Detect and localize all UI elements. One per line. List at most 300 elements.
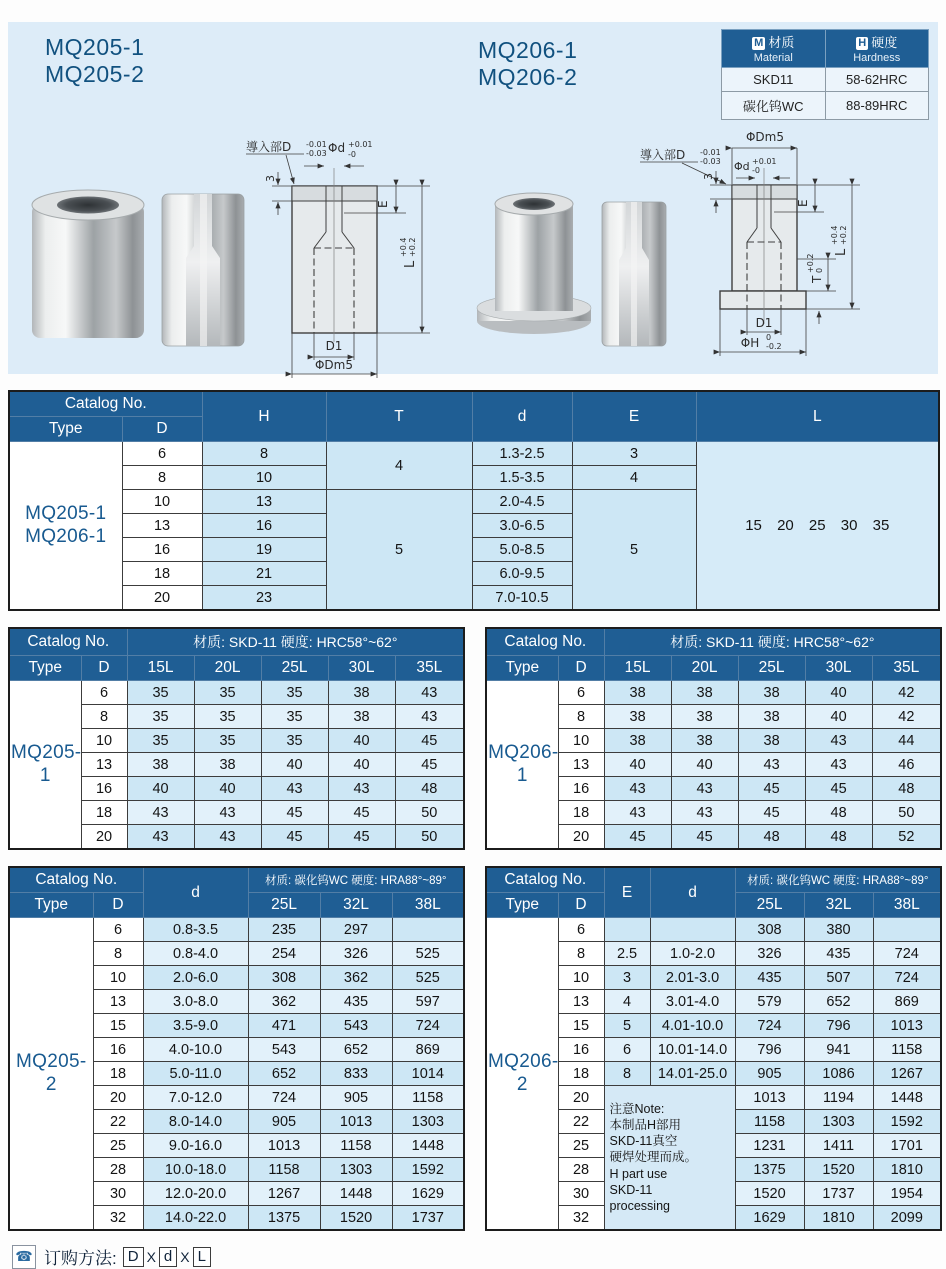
data-cell: 7.0-10.5 (472, 586, 572, 611)
data-cell: 0.8-4.0 (143, 942, 248, 966)
data-cell: 1267 (248, 1182, 320, 1206)
data-cell: 1701 (873, 1134, 941, 1158)
data-cell: 652 (320, 1038, 392, 1062)
data-cell: 14.01-25.0 (650, 1062, 735, 1086)
data-cell: 20 (558, 1086, 604, 1110)
data-cell: 1303 (804, 1110, 873, 1134)
data-cell: 3.5-9.0 (143, 1014, 248, 1038)
data-cell: 38 (671, 681, 738, 705)
data-cell: 13 (202, 490, 326, 514)
header-cell: D (122, 417, 202, 442)
data-cell: 380 (804, 918, 873, 942)
dim-l-label (830, 226, 849, 256)
data-cell: 597 (392, 990, 464, 1014)
svg-text:0: 0 (815, 267, 824, 273)
data-cell: 724 (735, 1014, 804, 1038)
header-cell: E (604, 867, 650, 918)
header-cell: 15L (604, 656, 671, 681)
data-cell: 38 (194, 753, 261, 777)
data-cell: 35 (194, 705, 261, 729)
data-cell: 48 (395, 777, 464, 801)
data-cell: 43 (805, 729, 872, 753)
data-cell: 1013 (873, 1014, 941, 1038)
data-cell: 2.0-4.5 (472, 490, 572, 514)
data-cell: 1014 (392, 1062, 464, 1086)
catalog-no-header: Catalog No. (9, 867, 143, 893)
lead-in-label: 導入部D (640, 148, 686, 162)
data-cell: 297 (320, 918, 392, 942)
data-cell: 869 (392, 1038, 464, 1062)
dim-d1-label: D1 (755, 316, 773, 330)
dia-d-label: Φd (734, 160, 750, 173)
material-spec-header: 材质: 碳化钨WC 硬度: HRA88°~89° (735, 867, 941, 893)
data-cell: 12.0-20.0 (143, 1182, 248, 1206)
data-cell: 3.0-6.5 (472, 514, 572, 538)
title-line: MQ205-2 (45, 61, 145, 88)
data-cell: 724 (873, 966, 941, 990)
data-cell: 4 (604, 990, 650, 1014)
bushing-body (32, 204, 144, 338)
data-cell: 10 (558, 729, 604, 753)
data-cell: 21 (202, 562, 326, 586)
svg-text:+0.4: +0.4 (399, 237, 408, 257)
svg-text:L: L (834, 248, 849, 256)
data-cell: 724 (392, 1014, 464, 1038)
mq205-technical-drawing (244, 138, 472, 388)
data-cell: 4.0-10.0 (143, 1038, 248, 1062)
data-cell: 35 (261, 729, 328, 753)
header-cell: Type (9, 656, 81, 681)
data-cell: 45 (328, 801, 395, 825)
data-cell: 1737 (804, 1182, 873, 1206)
data-cell: 3 (604, 966, 650, 990)
data-cell: 3 (572, 442, 696, 466)
header-cell: 38L (873, 893, 941, 918)
header-cell: 38L (392, 893, 464, 918)
data-cell: 1086 (804, 1062, 873, 1086)
header-cell: 25L (738, 656, 805, 681)
hardness-value: 88-89HRC (825, 92, 929, 120)
dim-e-label: E (376, 200, 390, 208)
material-spec-header: 材质: 碳化钨WC 硬度: HRA88°~89° (248, 867, 464, 893)
svg-text:-0.03: -0.03 (306, 149, 327, 158)
data-cell: 941 (804, 1038, 873, 1062)
header-cell: Type (486, 656, 558, 681)
data-cell: 796 (804, 1014, 873, 1038)
data-cell: 43 (127, 801, 194, 825)
data-cell: 326 (735, 942, 804, 966)
header-cell: 20L (194, 656, 261, 681)
svg-text:-0.2: -0.2 (766, 342, 782, 351)
data-cell: 1013 (735, 1086, 804, 1110)
data-cell: 43 (194, 801, 261, 825)
data-cell: 1448 (320, 1182, 392, 1206)
header-cell: 15L (127, 656, 194, 681)
data-cell: 8 (93, 942, 143, 966)
data-cell: 1592 (392, 1158, 464, 1182)
data-cell: 1448 (392, 1134, 464, 1158)
data-cell: 40 (805, 705, 872, 729)
header-cell: 32L (804, 893, 873, 918)
dim-dm5-label: ΦDm5 (745, 130, 785, 144)
material-hardness-table (721, 29, 929, 120)
data-cell: 254 (248, 942, 320, 966)
data-cell: 1158 (735, 1110, 804, 1134)
material-badge-icon: M (754, 37, 764, 49)
data-cell: 1158 (248, 1158, 320, 1182)
data-cell: 8 (604, 1062, 650, 1086)
data-cell: 652 (248, 1062, 320, 1086)
data-cell: 43 (671, 777, 738, 801)
data-cell: 579 (735, 990, 804, 1014)
material-value: SKD11 (722, 68, 826, 92)
data-cell: 35 (127, 729, 194, 753)
header-cell: 30L (328, 656, 395, 681)
order-separator: X (146, 1248, 156, 1265)
data-cell: 6.0-9.5 (472, 562, 572, 586)
data-cell: 46 (872, 753, 941, 777)
type-label-cell: MQ205-1 (9, 681, 81, 850)
data-cell: 4.01-10.0 (650, 1014, 735, 1038)
data-cell: 1375 (248, 1206, 320, 1231)
header-cell: E (572, 391, 696, 442)
data-cell: 1267 (873, 1062, 941, 1086)
data-cell: 308 (248, 966, 320, 990)
data-cell: 2.01-3.0 (650, 966, 735, 990)
data-cell: 32 (558, 1206, 604, 1231)
data-cell: 1520 (735, 1182, 804, 1206)
data-cell: 16 (93, 1038, 143, 1062)
data-cell: 43 (395, 705, 464, 729)
data-cell: 20 (93, 1086, 143, 1110)
data-cell: 1013 (248, 1134, 320, 1158)
hardness-header: H 硬度 Hardness (825, 30, 929, 68)
data-cell: 1629 (392, 1182, 464, 1206)
header-cell: d (143, 867, 248, 918)
data-cell: 1629 (735, 1206, 804, 1231)
data-cell: 16 (558, 1038, 604, 1062)
data-cell: 45 (328, 825, 395, 850)
flanged-bushing (477, 193, 591, 334)
svg-text:+0.4: +0.4 (830, 225, 839, 245)
main-dimensions-table (8, 390, 940, 611)
data-cell: 1592 (873, 1110, 941, 1134)
data-cell: 3.01-4.0 (650, 990, 735, 1014)
data-cell: 52 (872, 825, 941, 850)
data-cell: 43 (671, 801, 738, 825)
data-cell: 10 (93, 966, 143, 990)
data-cell: 38 (671, 729, 738, 753)
order-separator: X (180, 1248, 190, 1265)
data-cell: 28 (93, 1158, 143, 1182)
data-cell: 43 (127, 825, 194, 850)
data-cell: 45 (261, 825, 328, 850)
data-cell: 5 (604, 1014, 650, 1038)
data-cell: 16 (81, 777, 127, 801)
data-cell: 22 (558, 1110, 604, 1134)
data-cell: 28 (558, 1158, 604, 1182)
data-cell: 10 (558, 966, 604, 990)
data-cell: 38 (738, 729, 805, 753)
material-header: M 材质 Material (722, 30, 826, 68)
svg-text:-0.01: -0.01 (306, 140, 327, 149)
data-cell: 16 (202, 514, 326, 538)
svg-text:T: T (810, 275, 824, 283)
product-overview-panel (8, 22, 938, 374)
data-cell: 1194 (804, 1086, 873, 1110)
order-box-D: D (123, 1247, 144, 1267)
data-cell: 471 (248, 1014, 320, 1038)
data-cell: 6 (558, 918, 604, 942)
data-cell: 1303 (320, 1158, 392, 1182)
phone-icon: ☎ (12, 1245, 36, 1269)
svg-text:-0: -0 (752, 166, 760, 175)
lead-in-label: 導入部D (246, 140, 292, 154)
header-cell: L (696, 391, 939, 442)
data-cell: 18 (81, 801, 127, 825)
data-cell: 1810 (804, 1206, 873, 1231)
data-cell: 30 (93, 1182, 143, 1206)
data-cell: 16 (122, 538, 202, 562)
data-cell: 43 (328, 777, 395, 801)
data-cell: 8 (81, 705, 127, 729)
data-cell: 45 (604, 825, 671, 850)
data-cell: 0.8-3.5 (143, 918, 248, 942)
data-cell: 40 (328, 753, 395, 777)
data-cell: 362 (248, 990, 320, 1014)
data-cell: 2.5 (604, 942, 650, 966)
hardness-value: 58-62HRC (825, 68, 929, 92)
data-cell: 20 (81, 825, 127, 850)
data-cell: 35 (261, 681, 328, 705)
data-cell (650, 918, 735, 942)
data-cell: 362 (320, 966, 392, 990)
data-cell: 25 (93, 1134, 143, 1158)
data-cell: 40 (604, 753, 671, 777)
data-cell: 43 (604, 777, 671, 801)
data-cell: 525 (392, 942, 464, 966)
data-cell: 13 (122, 514, 202, 538)
data-cell: 19 (202, 538, 326, 562)
header-cell: H (202, 391, 326, 442)
dim-3-label: 3 (702, 173, 715, 180)
svg-text:-0.01: -0.01 (700, 148, 721, 157)
data-cell: 308 (735, 918, 804, 942)
data-cell: 235 (248, 918, 320, 942)
page-title-mq205 (45, 34, 144, 88)
data-cell: 45 (805, 777, 872, 801)
data-cell: 38 (738, 705, 805, 729)
data-cell: 45 (738, 777, 805, 801)
data-cell: 13 (93, 990, 143, 1014)
material-value: 碳化钨WC (722, 92, 826, 120)
data-cell: 1158 (873, 1038, 941, 1062)
data-cell: 905 (248, 1110, 320, 1134)
data-cell: 10.0-18.0 (143, 1158, 248, 1182)
data-cell: 1231 (735, 1134, 804, 1158)
data-cell: 43 (738, 753, 805, 777)
svg-text:+0.01: +0.01 (752, 157, 777, 166)
data-cell: 7.0-12.0 (143, 1086, 248, 1110)
data-cell: 8 (558, 942, 604, 966)
data-cell: 6 (81, 681, 127, 705)
data-cell: 10 (122, 490, 202, 514)
data-cell: 20 (558, 825, 604, 850)
data-cell: 796 (735, 1038, 804, 1062)
header-cell: 25L (248, 893, 320, 918)
data-cell: 5.0-11.0 (143, 1062, 248, 1086)
data-cell: 1.0-2.0 (650, 942, 735, 966)
svg-text:+0.2: +0.2 (806, 253, 815, 273)
data-cell: 13 (81, 753, 127, 777)
data-cell: 45 (395, 729, 464, 753)
header-cell: d (472, 391, 572, 442)
data-cell: 48 (872, 777, 941, 801)
dim-l-label (399, 238, 418, 268)
svg-text:-0.03: -0.03 (700, 157, 721, 166)
data-cell: 15 (93, 1014, 143, 1038)
data-cell: 38 (604, 681, 671, 705)
svg-text:+0.01: +0.01 (348, 140, 373, 149)
data-cell: 1.3-2.5 (472, 442, 572, 466)
header-cell: 25L (735, 893, 804, 918)
svg-text:+0.2: +0.2 (408, 237, 417, 257)
data-cell (873, 918, 941, 942)
data-cell: 48 (805, 801, 872, 825)
data-cell: 905 (320, 1086, 392, 1110)
page-title-mq206 (478, 37, 577, 91)
header-cell: 20L (671, 656, 738, 681)
header-cell: Type (9, 893, 93, 918)
data-cell: 652 (804, 990, 873, 1014)
data-cell: 43 (395, 681, 464, 705)
data-cell: 1.5-3.5 (472, 466, 572, 490)
data-cell: 18 (558, 801, 604, 825)
type-label-cell: MQ206-1 (486, 681, 558, 850)
data-cell: 1158 (392, 1086, 464, 1110)
data-cell: 40 (261, 753, 328, 777)
dim-dm5-label: ΦDm5 (314, 358, 354, 372)
data-cell: 905 (735, 1062, 804, 1086)
catalog-no-header: Catalog No. (9, 391, 202, 417)
order-method-label: 订购方法: (44, 1249, 117, 1268)
data-cell: 543 (248, 1038, 320, 1062)
title-line: MQ206-2 (478, 64, 578, 91)
data-cell: 6 (122, 442, 202, 466)
mq206-1-table (485, 627, 942, 850)
data-cell: 1810 (873, 1158, 941, 1182)
data-cell: 1520 (320, 1206, 392, 1231)
svg-text:0: 0 (766, 333, 772, 342)
data-cell: 1158 (320, 1134, 392, 1158)
data-cell: 43 (805, 753, 872, 777)
note-cell: 注意Note: 本制品H部用 SKD-11真空 硬焊处理而成。 H part use SKD-11 processing (604, 1086, 735, 1231)
data-cell: 8 (122, 466, 202, 490)
data-cell: 10.01-14.0 (650, 1038, 735, 1062)
dim-d1-label: D1 (325, 339, 343, 353)
data-cell: 326 (320, 942, 392, 966)
data-cell: 1448 (873, 1086, 941, 1110)
data-cell: 1013 (320, 1110, 392, 1134)
data-cell (392, 918, 464, 942)
data-cell: 6 (93, 918, 143, 942)
data-cell: 35 (194, 681, 261, 705)
data-cell: 35 (127, 705, 194, 729)
bushing-bore-hole (57, 197, 119, 214)
data-cell: 1375 (735, 1158, 804, 1182)
svg-text:L: L (403, 260, 418, 268)
data-cell: 15 (558, 1014, 604, 1038)
data-cell: 32 (93, 1206, 143, 1231)
header-cell: 32L (320, 893, 392, 918)
data-cell: 5 (326, 490, 472, 611)
data-cell: 10 (81, 729, 127, 753)
material-spec-header: 材质: SKD-11 硬度: HRC58°~62° (604, 628, 941, 656)
header-cell: Type (486, 893, 558, 918)
data-cell: 724 (873, 942, 941, 966)
hardness-badge-icon: H (858, 37, 867, 49)
data-cell: 40 (194, 777, 261, 801)
data-cell: 435 (320, 990, 392, 1014)
header-cell: T (326, 391, 472, 442)
data-cell: 40 (671, 753, 738, 777)
dim-3-label: 3 (264, 175, 277, 182)
header-cell: D (81, 656, 127, 681)
catalog-no-header: Catalog No. (9, 628, 127, 656)
data-cell: 3.0-8.0 (143, 990, 248, 1014)
data-cell: 45 (395, 753, 464, 777)
title-line: MQ206-1 (478, 37, 578, 63)
header-cell: D (558, 893, 604, 918)
data-cell: 18 (558, 1062, 604, 1086)
data-cell: 1303 (392, 1110, 464, 1134)
header-cell: D (93, 893, 143, 918)
data-cell (604, 918, 650, 942)
data-cell: 869 (873, 990, 941, 1014)
data-cell: 38 (738, 681, 805, 705)
data-cell: 833 (320, 1062, 392, 1086)
bushing-cutaway (162, 194, 244, 346)
type-label-cell: MQ205-1 MQ206-1 (9, 442, 122, 611)
svg-text:-0: -0 (348, 150, 356, 159)
data-cell: 43 (604, 801, 671, 825)
data-cell: 48 (738, 825, 805, 850)
data-cell: 507 (804, 966, 873, 990)
order-box-d: d (159, 1247, 177, 1267)
mq206-technical-drawing (638, 128, 938, 390)
data-cell: 16 (558, 777, 604, 801)
data-cell: 38 (127, 753, 194, 777)
data-cell: 5.0-8.5 (472, 538, 572, 562)
l-values-cell: 15 20 25 30 35 (696, 442, 939, 611)
data-cell: 543 (320, 1014, 392, 1038)
data-cell: 435 (804, 942, 873, 966)
data-cell: 42 (872, 705, 941, 729)
data-cell: 43 (194, 825, 261, 850)
data-cell: 38 (328, 681, 395, 705)
data-cell: 10 (202, 466, 326, 490)
data-cell: 50 (395, 801, 464, 825)
data-cell: 1411 (804, 1134, 873, 1158)
header-cell: 30L (805, 656, 872, 681)
data-cell: 13 (558, 753, 604, 777)
data-cell: 18 (122, 562, 202, 586)
data-cell: 38 (328, 705, 395, 729)
data-cell: 45 (738, 801, 805, 825)
mq206-2-table (485, 866, 942, 1231)
data-cell: 18 (93, 1062, 143, 1086)
header-cell: 35L (395, 656, 464, 681)
